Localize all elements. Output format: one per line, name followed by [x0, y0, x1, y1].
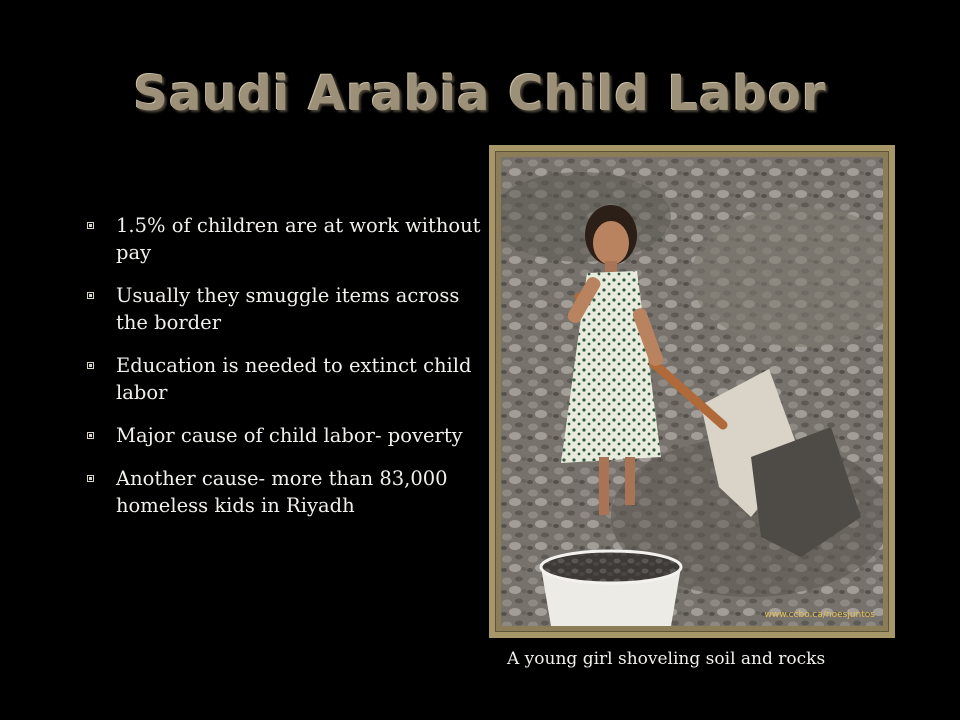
- photo-frame: [489, 145, 895, 638]
- bullet-item: [84, 212, 494, 266]
- photo-caption: A young girl shoveling soil and rocks: [507, 649, 826, 669]
- photo-illustration: [501, 157, 883, 626]
- bullet-item: [84, 282, 494, 336]
- square-bullet-icon: [87, 475, 94, 482]
- bullet-text: Another cause- more than 83,000 homeless kids in Riyadh: [116, 467, 448, 517]
- bullet-text: Usually they smuggle items across the border: [116, 284, 460, 334]
- square-bullet-icon: [87, 222, 94, 229]
- bullet-text: 1.5% of children are at work without pay: [116, 214, 481, 264]
- square-bullet-icon: [87, 432, 94, 439]
- square-bullet-icon: [87, 292, 94, 299]
- child-labor-photo: [501, 157, 883, 626]
- bullet-item: [84, 422, 494, 449]
- slide-title: Saudi Arabia Child Labor: [133, 66, 827, 122]
- square-bullet-icon: [87, 362, 94, 369]
- bullet-item: [84, 352, 494, 406]
- bullet-item: [84, 465, 494, 519]
- bullet-list: [84, 212, 494, 535]
- bullet-text: Education is needed to extinct child labor: [116, 354, 472, 404]
- photo-watermark: www.ccbo.ca/noesjuntos: [764, 610, 875, 620]
- bullet-text: Major cause of child labor- poverty: [116, 424, 463, 447]
